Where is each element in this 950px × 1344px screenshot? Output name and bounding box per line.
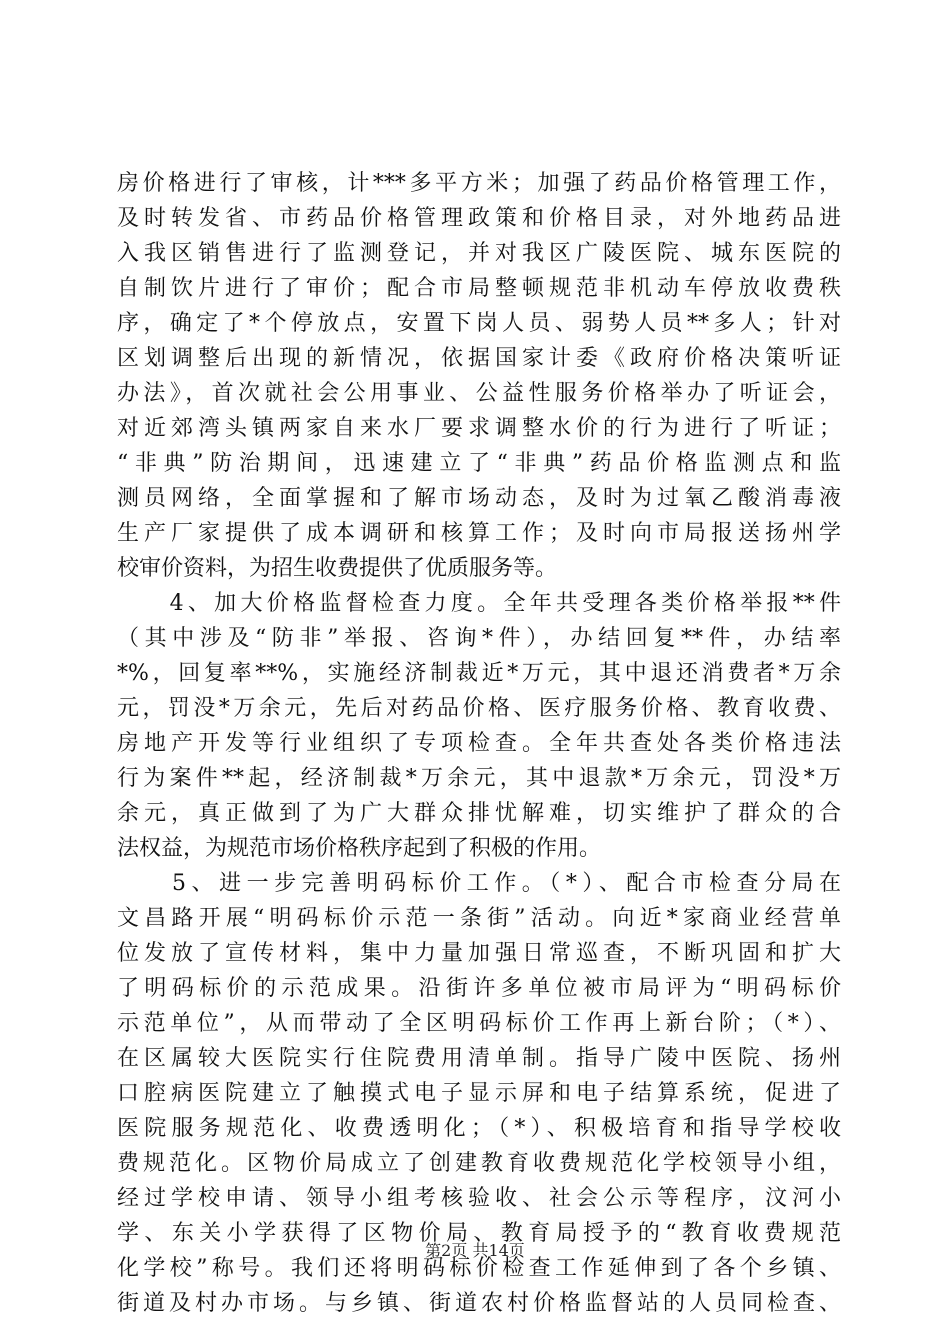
text-line: 对近郊湾头镇两家自来水厂要求调整水价的行为进行了听证； [117,416,841,441]
text-line: 口腔病医院建立了触摸式电子显示屏和电子结算系统，促进了 [117,1081,841,1106]
text-line: 测员网络，全面掌握和了解市场动态，及时为过氧乙酸消毒液 [117,486,841,511]
text-line: 在区属较大医院实行住院费用清单制。指导广陵中医院、扬州 [117,1046,841,1071]
text-line: 元，罚没*万余元，先后对药品价格、医疗服务价格、教育收费、 [117,696,841,721]
text-line: 区划调整后出现的新情况，依据国家计委《政府价格决策听证 [117,346,841,371]
text-line: 余元，真正做到了为广大群众排忧解难，切实维护了群众的合 [117,801,841,826]
text-line: 行为案件**起，经济制裁*万余元，其中退款*万余元，罚没*万 [117,766,841,791]
paragraph-5-first-line: 5、进一步完善明码标价工作。（*）、配合市检查分局在 [117,871,841,896]
text-line: 示范单位”，从而带动了全区明码标价工作再上新台阶；（*）、 [117,1011,841,1036]
text-line: 及时转发省、市药品价格管理政策和价格目录，对外地药品进 [117,206,841,231]
document-body [117,166,841,1321]
paragraph-end-line: 校审价资料，为招生收费提供了优质服务等。 [117,556,558,581]
paragraph-4-first-line: 4、加大价格监督检查力度。全年共受理各类价格举报**件 [117,591,841,616]
text-line: 自制饮片进行了审价；配合市局整顿规范非机动车停放收费秩 [117,276,841,301]
page-number-footer: 第2页 共14页 [425,1241,525,1260]
text-line: 入我区销售进行了监测登记，并对我区广陵医院、城东医院的 [117,241,841,266]
text-line: 了明码标价的示范成果。沿街许多单位被市局评为“明码标价 [117,976,841,1001]
text-line: （其中涉及“防非”举报、咨询*件），办结回复**件，办结率 [117,626,841,651]
text-line: *%，回复率**%，实施经济制裁近*万元，其中退还消费者*万余 [117,661,841,686]
text-line: 生产厂家提供了成本调研和核算工作；及时向市局报送扬州学 [117,521,841,546]
text-line: 学、东关小学获得了区物价局、教育局授予的“教育收费规范 [117,1221,841,1246]
text-line: 序，确定了*个停放点，安置下岗人员、弱势人员**多人；针对 [117,311,841,336]
text-line: 费规范化。区物价局成立了创建教育收费规范化学校领导小组， [117,1151,841,1176]
text-line: 街道及村办市场。与乡镇、街道农村价格监督站的人员同检查、 [117,1291,841,1316]
text-line: 房地产开发等行业组织了专项检查。全年共查处各类价格违法 [117,731,841,756]
text-line: 房价格进行了审核，计***多平方米；加强了药品价格管理工作， [117,171,841,196]
text-line: “非典”防治期间，迅速建立了“非典”药品价格监测点和监 [117,451,841,476]
paragraph-end-line: 法权益，为规范市场价格秩序起到了积极的作用。 [117,836,602,861]
text-line: 办法》，首次就社会公用事业、公益性服务价格举办了听证会， [117,381,841,406]
text-line: 化学校”称号。我们还将明码标价检查工作延伸到了各个乡镇、 [117,1256,841,1281]
text-line: 文昌路开展“明码标价示范一条街”活动。向近*家商业经营单 [117,906,841,931]
text-line: 位发放了宣传材料，集中力量加强日常巡查，不断巩固和扩大 [117,941,841,966]
text-line: 经过学校申请、领导小组考核验收、社会公示等程序，汶河小 [117,1186,841,1211]
text-line: 医院服务规范化、收费透明化；（*）、积极培育和指导学校收 [117,1116,841,1141]
